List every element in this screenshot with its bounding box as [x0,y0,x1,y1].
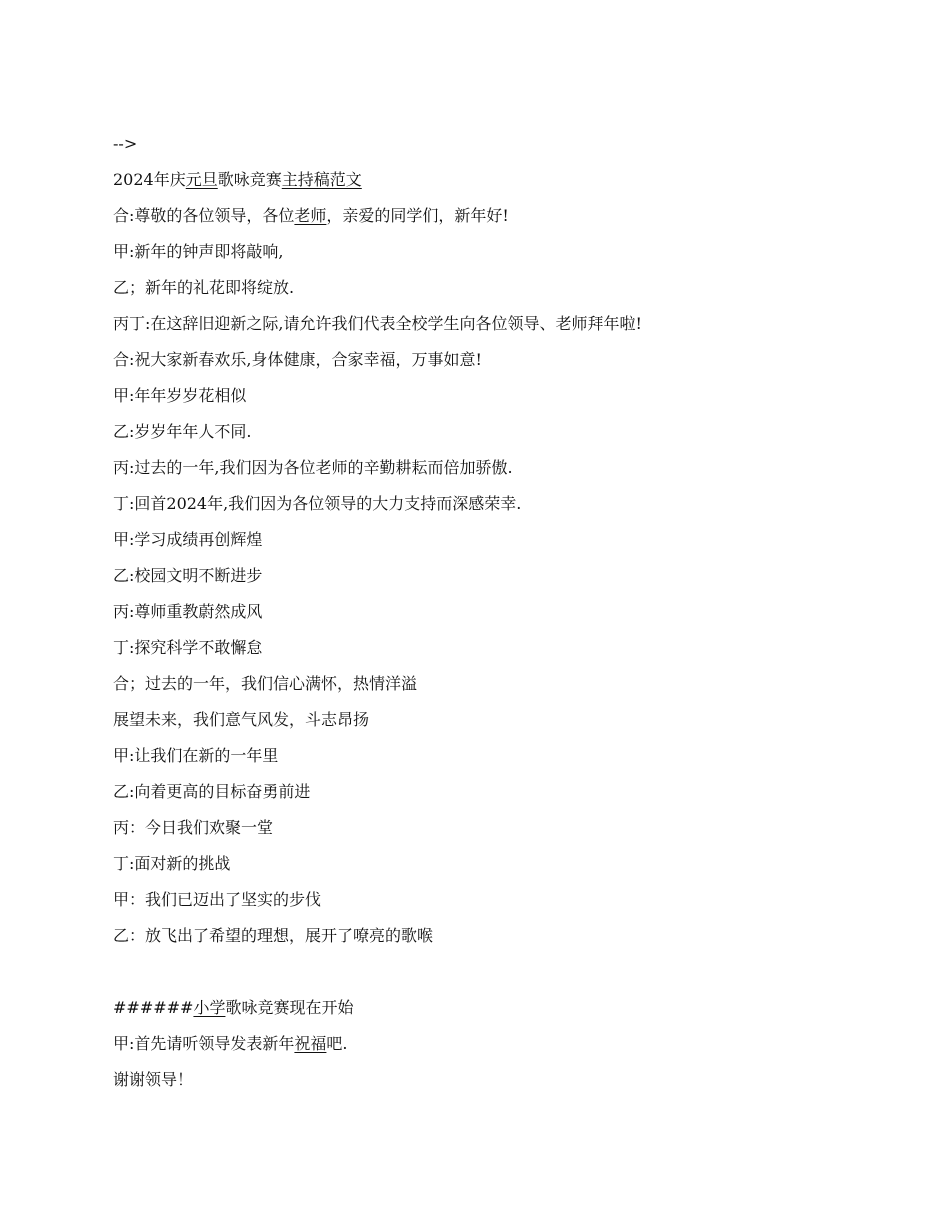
script-line: 乙:校园文明不断进步 [113,566,263,585]
script-line: 乙:向着更高的目标奋勇前进 [113,782,311,801]
script-line: 甲:年年岁岁花相似 [113,386,247,405]
script-text: ，亲爱的同学们，新年好! [326,206,509,225]
script-line: 合:祝大家新春欢乐,身体健康，合家幸福，万事如意! [113,350,482,369]
script-line: 甲:学习成绩再创辉煌 [113,530,263,549]
script-line: 展望未来，我们意气风发，斗志昂扬 [113,710,370,729]
script-text: 吧. [326,1034,348,1053]
blank-line [113,954,853,990]
script-line: 乙：放飞出了希望的理想，展开了嘹亮的歌喉 [113,926,434,945]
script-line: 丙:尊师重教蔚然成风 [113,602,263,621]
script-line: 丙丁:在这辞旧迎新之际,请允许我们代表全校学生向各位领导、老师拜年啦! [113,314,642,333]
script-line: 甲:新年的钟声即将敲响, [113,242,284,261]
script-text: 歌咏竞赛现在开始 [225,998,354,1017]
script-line: 乙:岁岁年年人不同. [113,422,252,441]
teacher-link[interactable]: 老师 [294,206,327,225]
script-text: ###### [113,998,194,1017]
script-line: 丁:探究科学不敢懈怠 [113,638,263,657]
title-text: 歌咏竞赛 [217,170,282,189]
script-line: 丙:过去的一年,我们因为各位老师的辛勤耕耘而倍加骄傲. [113,458,513,477]
script-line [113,198,853,234]
host-script-link[interactable]: 主持稿范文 [281,170,362,189]
script-line: 丁:回首2024年,我们因为各位领导的大力支持而深感荣幸. [113,494,522,513]
script-line: 乙；新年的礼花即将绽放. [113,278,295,297]
script-line [113,1026,853,1062]
script-line: 丁:面对新的挑战 [113,854,231,873]
comment-marker: --> [113,134,138,153]
primary-school-link[interactable]: 小学 [193,998,226,1017]
script-line: 谢谢领导！ [113,1070,194,1089]
document-title [113,162,853,198]
blessing-link[interactable]: 祝福 [294,1034,327,1053]
script-line: 甲：我们已迈出了坚实的步伐 [113,890,322,909]
script-line: 甲:让我们在新的一年里 [113,746,279,765]
title-text: 2024年庆 [113,170,186,189]
document-body [113,126,853,1098]
script-text: 合:尊敬的各位领导，各位 [113,206,295,225]
script-line [113,990,853,1026]
yuandan-link[interactable]: 元旦 [185,170,218,189]
script-text: 甲:首先请听领导发表新年 [113,1034,295,1053]
script-line: 丙：今日我们欢聚一堂 [113,818,274,837]
script-line: 合；过去的一年，我们信心满怀，热情洋溢 [113,674,418,693]
